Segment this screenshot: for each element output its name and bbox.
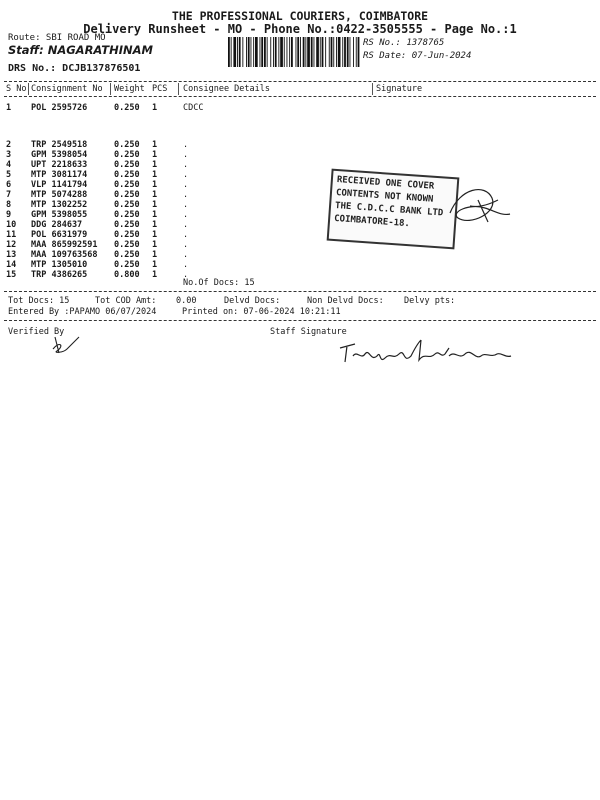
row-weight: 0.250 [114,210,140,220]
consignee-details: . [183,270,189,280]
row-weight: 0.250 [114,170,140,180]
stamp-line: CONTENTS NOT KNOWN [335,187,434,205]
row-pcs: 1 [152,260,158,270]
row-sno: 3 [6,150,12,160]
runsheet-subtitle: Delivery Runsheet - MO - Phone No.:0422-3505555 - Page No.:1 [83,22,517,36]
row-pcs: 1 [152,230,158,240]
row-sno: 2 [6,140,12,150]
row-sno: 9 [6,210,12,220]
row-pcs: 1 [152,150,158,160]
row-sno: 15 [6,270,17,280]
row-pcs: 1 [152,200,158,210]
divider [4,81,596,82]
row-pcs: 1 [152,210,158,220]
consignment-number: TRP 4386265 [31,270,88,280]
col-signature-header: Signature [376,84,423,94]
consignee-details: . [183,230,189,240]
row-sno: 8 [6,200,12,210]
row-weight: 0.250 [114,240,140,250]
row-weight: 0.800 [114,270,140,280]
consignee-details: . [183,240,189,250]
row-sno: 7 [6,190,12,200]
divider [4,320,596,321]
non-delivered-docs: Non Delvd Docs: [307,296,384,306]
row-pcs: 1 [152,180,158,190]
row-pcs: 1 [152,220,158,230]
stamp-line: THE C.D.C.C BANK LTD [334,200,444,219]
staff-signature-label: Staff Signature [270,327,347,337]
consignee-details: . [183,220,189,230]
row-pcs: 1 [152,250,158,260]
consignment-number: POL 2595726 [31,103,88,113]
row-pcs: 1 [152,103,158,113]
divider [4,96,596,97]
rs-date: RS Date: 07-Jun-2024 [363,51,472,61]
row-weight: 0.250 [114,150,140,160]
row-pcs: 1 [152,270,158,280]
printed-on: Printed on: 07-06-2024 10:21:11 [182,307,341,317]
row-sno: 5 [6,170,12,180]
row-weight: 0.250 [114,220,140,230]
column-rule [178,83,179,95]
barcode-image [228,37,360,67]
consignment-number: MTP 1302252 [31,200,88,210]
column-rule [372,83,373,95]
row-weight: 0.250 [114,180,140,190]
consignee-details: . [183,200,189,210]
row-sno: 14 [6,260,17,270]
col-details-header: Consignee Details [183,84,270,94]
consignee-details: . [183,170,189,180]
company-title: THE PROFESSIONAL COURIERS, COIMBATORE [171,9,429,23]
consignee-details: . [183,150,189,160]
route-label: Route: SBI ROAD MO [8,33,106,43]
consignee-details: . [183,180,189,190]
consignment-number: DDG 284637 [31,220,83,230]
consignee-details: . [183,160,189,170]
delivery-points: Delvy pts: [404,296,456,306]
stamp-signature [440,178,520,238]
entered-by: Entered By :PAPAMO 06/07/2024 [8,307,157,317]
row-weight: 0.250 [114,103,140,113]
consignment-number: VLP 1141794 [31,180,88,190]
consignment-number: TRP 2549518 [31,140,88,150]
stamp-line: COIMBATORE-18. [333,213,411,230]
verifier-signature [45,331,85,357]
row-sno: 4 [6,160,12,170]
staff-label: Staff: NAGARATHINAM [8,43,153,57]
col-sno-header: S No [6,84,27,94]
row-pcs: 1 [152,240,158,250]
staff-signature [335,334,515,368]
row-sno: 13 [6,250,17,260]
row-sno: 11 [6,230,17,240]
row-sno: 10 [6,220,17,230]
column-rule [28,83,29,95]
row-weight: 0.250 [114,160,140,170]
row-pcs: 1 [152,170,158,180]
total-docs: Tot Docs: 15 [8,296,70,306]
consignee-details: . [183,190,189,200]
doc-count: No.Of Docs: 15 [183,278,255,288]
consignment-number: MAA 865992591 [31,240,98,250]
row-pcs: 1 [152,140,158,150]
row-pcs: 1 [152,190,158,200]
drs-number: DRS No.: DCJB137876501 [8,63,141,74]
row-weight: 0.250 [114,190,140,200]
consignment-number: MTP 5074288 [31,190,88,200]
row-weight: 0.250 [114,250,140,260]
row-weight: 0.250 [114,140,140,150]
row-sno: 6 [6,180,12,190]
row-weight: 0.250 [114,200,140,210]
consignment-number: UPT 2218633 [31,160,88,170]
row-sno: 1 [6,103,12,113]
consignment-number: MTP 3081174 [31,170,88,180]
consignment-number: GPM 5398055 [31,210,88,220]
verified-by-label: Verified By [8,327,65,337]
total-cod-value: 0.00 [176,296,197,306]
col-consignment-header: Consignment No [31,84,103,94]
divider [4,291,596,292]
consignment-number: MTP 1305010 [31,260,88,270]
row-weight: 0.250 [114,260,140,270]
consignee-details: . [183,260,189,270]
rs-number: RS No.: 1378765 [363,38,445,48]
column-rule [110,83,111,95]
consignment-number: POL 6631979 [31,230,88,240]
consignment-number: MAA 109763568 [31,250,98,260]
stamp-line: RECEIVED ONE COVER [336,175,435,192]
consignee-details: . [183,250,189,260]
col-pcs-header: PCS [152,84,168,94]
row-sno: 12 [6,240,17,250]
consignment-number: GPM 5398054 [31,150,88,160]
consignee-details: CDCC [183,103,204,113]
row-pcs: 1 [152,160,158,170]
delivered-docs: Delvd Docs: [224,296,281,306]
total-cod-label: Tot COD Amt: [95,296,157,306]
col-weight-header: Weight [114,84,145,94]
consignee-details: . [183,210,189,220]
consignee-details: . [183,140,189,150]
row-weight: 0.250 [114,230,140,240]
